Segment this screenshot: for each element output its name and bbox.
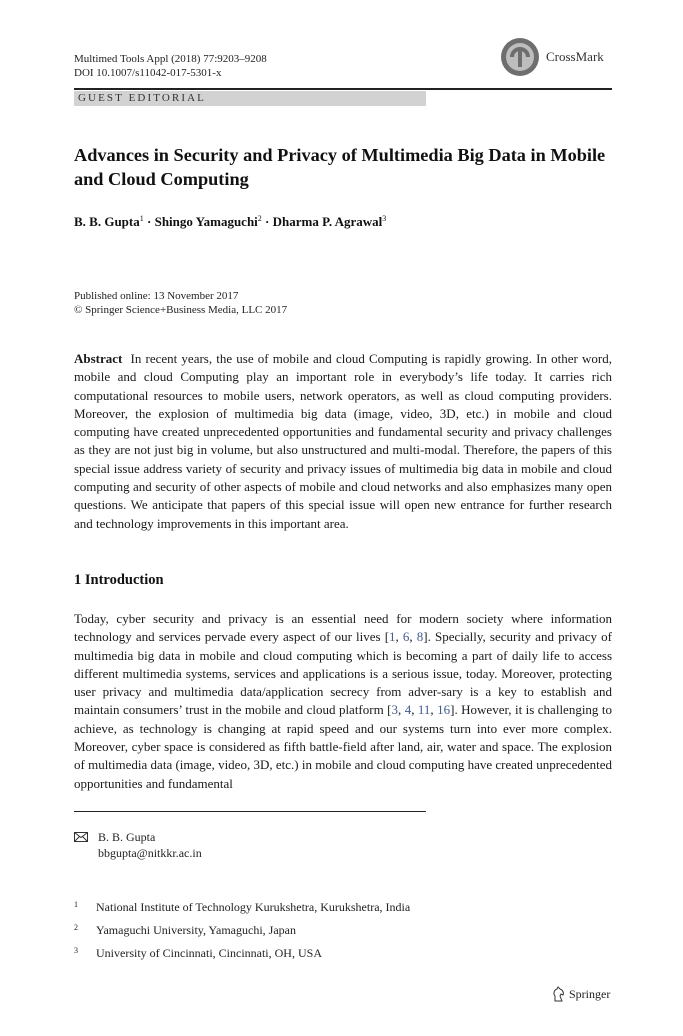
publication-info [74, 289, 287, 317]
section-heading: 1 Introduction [74, 572, 164, 588]
intro-text: ]. Specially, security and privacy of multimedia big data in mobile and cloud computing which is becoming a part of daily life to access different multimedia systems, services and applications is a serious issue, today. Moreover, protecting user privacy and multimedia data/application secrecy from adver-sary is a key to establish and maintain consumers’ trust in the mobile and cloud platform [ [74, 629, 613, 718]
doi-line[interactable]: DOI 10.1007/s11042-017-5301-x [74, 67, 222, 79]
crossmark-icon [500, 37, 540, 77]
envelope-icon [74, 832, 88, 842]
affiliation-item [74, 946, 322, 961]
affiliation-text: University of Cincinnati, Cincinnati, OH, USA [96, 946, 322, 960]
crossmark-label: CrossMark [546, 49, 604, 64]
citation-link[interactable]: 6 [402, 629, 410, 645]
article-title: Advances in Security and Privacy of Multimedia Big Data in Mobile and Cloud Computing [74, 145, 606, 189]
footnote-rule [74, 811, 426, 812]
citation-sep: , [395, 629, 403, 645]
publisher-logo [552, 986, 610, 1002]
intro-text: ]. However, it is challenging to achieve, as technology is changing at rapid speed and our systems turn into ever more complex. Moreover, cyber space is considered as fifth battle-field after land, air, water and space. The explosion of multimedia data (image, video, 3D, etc.) in mobile and cloud computing have created unprecedented opportunities and fundamental [74, 702, 612, 791]
author-list [74, 214, 386, 230]
author-separator: · [261, 214, 273, 229]
author-affil-sup: 2 [257, 214, 262, 223]
category-label: GUEST EDITORIAL [78, 92, 206, 104]
author-separator: · [143, 214, 155, 229]
intro-text: Today, cyber security and privacy is an essential need for modern society where information technology and services pervade every aspect of our lives [ [74, 611, 612, 645]
affiliation-item [74, 923, 296, 938]
author-name[interactable]: B. B. Gupta [74, 214, 140, 229]
abstract-text: In recent years, the use of mobile and cloud Computing is rapidly growing. In other word, mobile and cloud Computing play an important role in everybody’s life today. It carries rich computational resources to mobile users, network operators, as well as cloud computing providers. Moreover, the explosion of multimedia big data (image, video, 3D, etc.) in mobile and cloud computing have created unprecedented opportunities and fundamental security and privacy challenges as they are not just big in volume, but also unstructured and multi-modal. Therefore, the papers of this special issue address variety of security and privacy issues of multimedia big data in mobile and cloud computing and security of other aspects of mobile and cloud networks and also emphasizes many open questions. We anticipate that papers of this special issue will open new entrance for further research and technology improvements in this important area. [74, 351, 612, 531]
corresponding-author [74, 829, 202, 861]
citation-link[interactable]: 4 [404, 702, 412, 718]
corresponding-name: B. B. Gupta [98, 830, 156, 844]
springer-knight-icon [552, 986, 566, 1002]
affiliation-number: 1 [74, 900, 78, 909]
publisher-name: Springer [569, 986, 611, 1001]
author-affil-sup: 1 [139, 214, 144, 223]
crossmark-badge[interactable] [500, 35, 620, 79]
affiliation-text: National Institute of Technology Kurukshetra, Kurukshetra, India [96, 900, 411, 914]
abstract-label: Abstract [74, 351, 123, 366]
citation-link[interactable]: 8 [416, 629, 424, 645]
citation-sep: , [430, 702, 438, 718]
author-name[interactable]: Dharma P. Agrawal [272, 214, 383, 229]
affiliation-item [74, 900, 410, 915]
citation-link[interactable]: 1 [389, 629, 396, 645]
abstract [74, 350, 612, 533]
affiliation-number: 2 [74, 923, 78, 932]
copyright-notice: © Springer Science+Business Media, LLC 2017 [74, 304, 288, 316]
journal-citation [74, 52, 267, 80]
citation-link[interactable]: 3 [391, 702, 398, 718]
citation-link[interactable]: 11 [417, 702, 431, 718]
affiliation-text: Yamaguchi University, Yamaguchi, Japan [96, 923, 296, 937]
header-rule [74, 88, 612, 90]
journal-line: Multimed Tools Appl (2018) 77:9203–9208 [74, 53, 267, 65]
author-name[interactable]: Shingo Yamaguchi [154, 214, 258, 229]
published-date: Published online: 13 November 2017 [74, 290, 239, 302]
corresponding-email[interactable]: bbgupta@nitkkr.ac.in [98, 846, 202, 860]
citation-sep: , [397, 702, 405, 718]
affiliation-number: 3 [74, 946, 78, 955]
author-affil-sup: 3 [382, 214, 387, 223]
citation-sep: , [411, 702, 418, 718]
intro-paragraph [74, 610, 612, 793]
citation-sep: , [409, 629, 417, 645]
citation-link[interactable]: 16 [437, 702, 451, 718]
